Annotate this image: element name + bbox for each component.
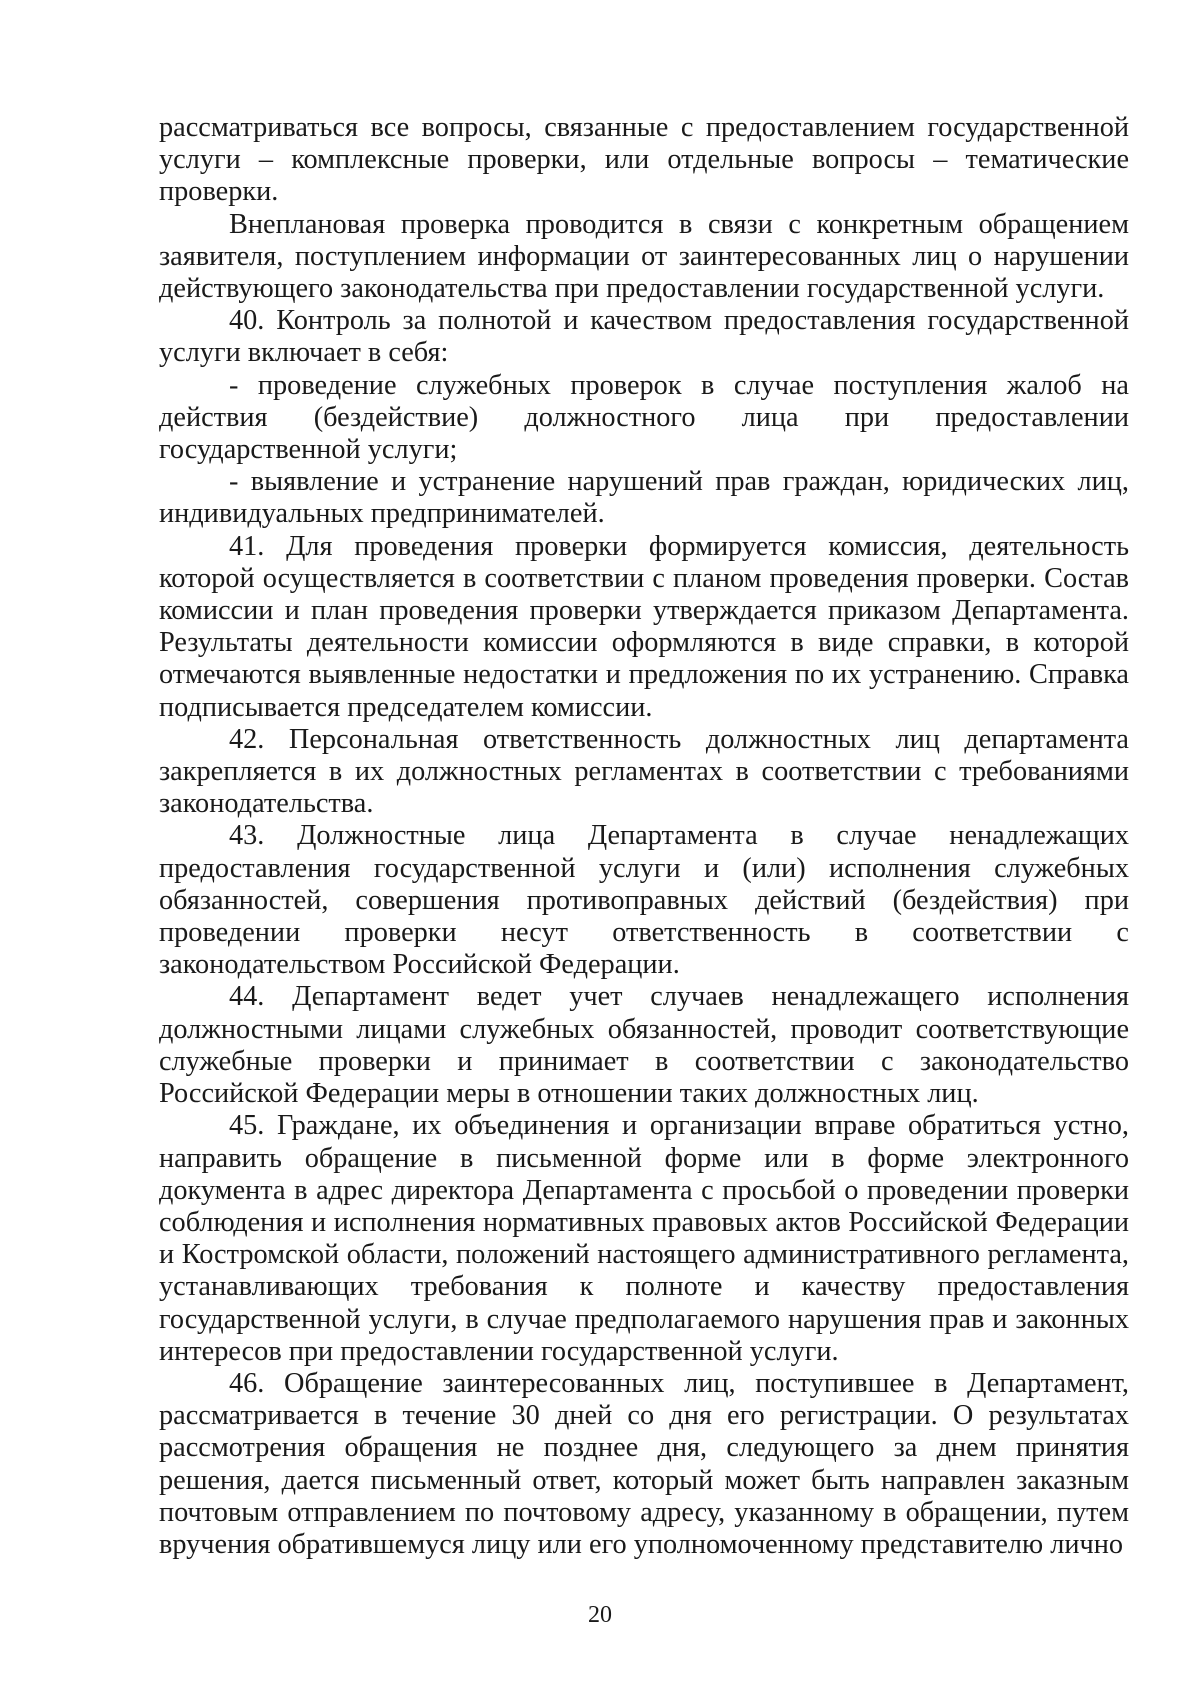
- paragraph-43: 43. Должностные лица Департамента в случае ненадлежащих предоставления государственной услуги и (или) исполнения служебных обязанностей, совершения противоправных действий (бездействия) при проведении проверки несут ответственность в соответствии с законодательством Российской Федерации.: [159, 820, 1129, 981]
- paragraph-continuation: рассматриваться все вопросы, связанные с предоставлением государственной услуги – комплексные проверки, или отдельные вопросы – тематические проверки.: [159, 112, 1129, 208]
- paragraph-40: 40. Контроль за полнотой и качеством предоставления государственной услуги включает в себя:: [159, 305, 1129, 369]
- paragraph-41: 41. Для проведения проверки формируется комиссия, деятельность которой осуществляется в соответствии с планом проведения проверки. Состав комиссии и план проведения проверки утверждается приказом Департамента. Результаты деятельности комиссии оформляются в виде справки, в которой отмечаются выявленные недостатки и предложения по их устранению. Справка подписывается председателем комиссии.: [159, 530, 1129, 723]
- page-number: 20: [588, 1602, 612, 1628]
- paragraph-46: 46. Обращение заинтересованных лиц, поступившее в Департамент, рассматривается в течение 30 дней со дня его регистрации. О результатах рассмотрения обращения не позднее дня, следующего за днем принятия решения, дается письменный ответ, который может быть направлен заказным почтовым отправлением по почтовому адресу, указанному в обращении, путем вручения обратившемуся лицу или его уполномоченному представителю лично: [159, 1367, 1129, 1560]
- paragraph-44: 44. Департамент ведет учет случаев ненадлежащего исполнения должностными лицами служебных обязанностей, проводит соответствующие служебные проверки и принимает в соответствии с законодательство Российской Федерации меры в отношении таких должностных лиц.: [159, 981, 1129, 1110]
- list-item-violations: - выявление и устранение нарушений прав граждан, юридических лиц, индивидуальных предпринимателей.: [159, 466, 1129, 530]
- paragraph-42: 42. Персональная ответственность должностных лиц департамента закрепляется в их должностных регламентах в соответствии с требованиями законодательства.: [159, 723, 1129, 820]
- document-body: [159, 112, 1129, 1561]
- paragraph-unscheduled-inspection: Внеплановая проверка проводится в связи с конкретным обращением заявителя, поступлением информации от заинтересованных лиц о нарушении действующего законодательства при предоставлении государственной услуги.: [159, 208, 1129, 305]
- paragraph-45: 45. Граждане, их объединения и организации вправе обратиться устно, направить обращение в письменной форме или в форме электронного документа в адрес директора Департамента с просьбой о проведении проверки соблюдения и исполнения нормативных правовых актов Российской Федерации и Костромской области, положений настоящего административного регламента, устанавливающих требования к полноте и качеству предоставления государственной услуги, в случае предполагаемого нарушения прав и законных интересов при предоставлении государственной услуги.: [159, 1110, 1129, 1367]
- list-item-inspections: - проведение служебных проверок в случае поступления жалоб на действия (бездействие) должностного лица при предоставлении государственной услуги;: [159, 369, 1129, 466]
